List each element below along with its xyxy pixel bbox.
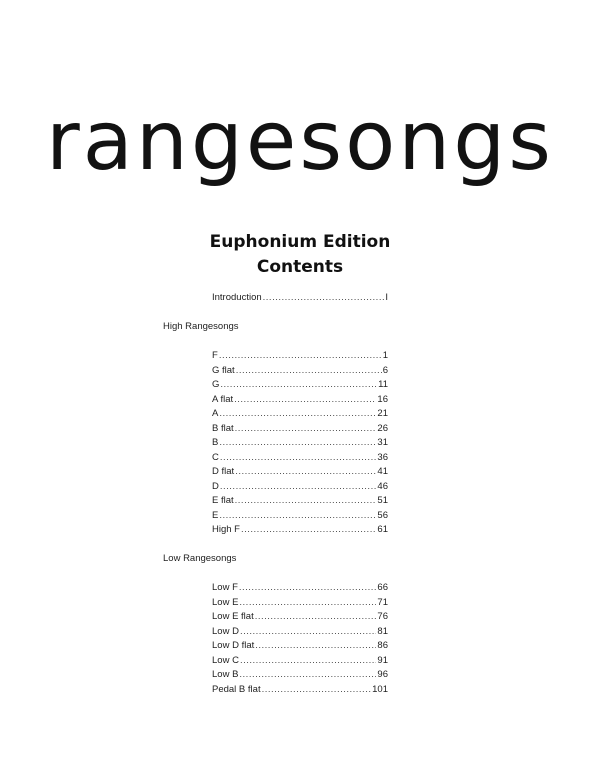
toc-entry-page: 1 — [382, 350, 388, 361]
toc-entry-label: Low C — [212, 654, 239, 666]
toc-entry-label: Low E — [212, 596, 239, 608]
toc-entry-label: C — [212, 451, 219, 463]
toc-entry-label: Low E flat — [212, 611, 254, 622]
toc-leader-dots — [219, 437, 376, 448]
toc-leader-dots — [220, 452, 377, 463]
contents-title: Contents — [256, 257, 344, 277]
toc-entry-label: D flat — [212, 466, 235, 477]
toc-entry-label: B flat — [212, 422, 234, 434]
toc-entry-high[interactable] — [212, 365, 388, 376]
toc-leader-dots — [239, 669, 376, 680]
toc-entry-label: A flat — [212, 393, 234, 405]
toc-leader-dots — [219, 408, 376, 419]
toc-entry-page: I — [385, 292, 388, 303]
toc-entry-label: Low B — [212, 669, 239, 680]
toc-entry-high[interactable] — [212, 452, 388, 463]
toc-leader-dots — [239, 582, 377, 593]
toc-entry-page: 76 — [377, 611, 388, 622]
toc-entry-page: 86 — [377, 640, 388, 651]
toc-leader-dots — [235, 466, 376, 477]
toc-entry-page: 56 — [377, 509, 388, 521]
toc-entry-high[interactable] — [212, 408, 388, 419]
rangesongs-logo: rangesongs — [45, 94, 555, 189]
toc-entry-page: 51 — [377, 495, 388, 506]
toc-entry-high[interactable] — [212, 379, 388, 390]
toc-entry-page: 41 — [377, 466, 388, 477]
toc-entry-low[interactable] — [212, 655, 388, 666]
toc-entry-high[interactable] — [212, 466, 388, 477]
toc-entry-page: 81 — [377, 625, 388, 637]
toc-leader-dots — [255, 611, 377, 622]
toc-entry-low[interactable] — [212, 597, 388, 608]
toc-entry-label: E — [212, 509, 219, 521]
toc-entry-low[interactable] — [212, 626, 388, 637]
toc-entry-label: Low F — [212, 582, 238, 593]
toc-entry-label: E flat — [212, 495, 234, 506]
toc-leader-dots — [239, 597, 376, 608]
toc-entry-page: 61 — [377, 524, 388, 535]
toc-entry-low[interactable] — [212, 582, 388, 593]
toc-leader-dots — [219, 350, 382, 361]
toc-entry-high[interactable] — [212, 495, 388, 506]
toc-entry-label: Low D flat — [212, 640, 255, 651]
toc-entry-low[interactable] — [212, 669, 388, 680]
toc-entry-low[interactable] — [212, 611, 388, 622]
toc-entry-label: Pedal B flat — [212, 683, 261, 695]
toc-entry-high[interactable] — [212, 394, 388, 405]
toc-entry-label: High F — [212, 524, 240, 535]
toc-leader-dots — [235, 423, 377, 434]
toc-entry-page: 66 — [377, 582, 388, 593]
toc-entry-label: G flat — [212, 364, 235, 376]
section-heading-high: High Rangesongs — [163, 321, 239, 332]
toc-entry-page: 6 — [382, 364, 388, 376]
toc-entry-page: 36 — [377, 451, 388, 463]
toc-entry-label: A — [212, 408, 219, 419]
toc-entry-label: B — [212, 437, 219, 448]
toc-entry-page: 16 — [377, 393, 388, 405]
toc-entry-label: D — [212, 480, 219, 492]
toc-entry-page: 91 — [377, 654, 388, 666]
toc-leader-dots — [262, 684, 372, 695]
toc-entry-label: G — [212, 379, 220, 390]
toc-entry-page: 71 — [377, 596, 388, 608]
toc-leader-dots — [255, 640, 376, 651]
toc-entry-page: 11 — [378, 379, 388, 390]
toc-entry-page: 46 — [377, 480, 388, 492]
toc-leader-dots — [263, 292, 385, 303]
toc-entry-high[interactable] — [212, 524, 388, 535]
toc-leader-dots — [234, 394, 376, 405]
toc-leader-dots — [236, 365, 382, 376]
toc-leader-dots — [220, 481, 377, 492]
toc-entry-high[interactable] — [212, 510, 388, 521]
toc-entry-page: 101 — [372, 683, 388, 695]
toc-entry-label: Introduction — [212, 292, 262, 303]
toc-entry-label: F — [212, 350, 218, 361]
toc-entry-label: Low D — [212, 625, 239, 637]
toc-leader-dots — [240, 626, 376, 637]
toc-leader-dots — [220, 379, 377, 390]
toc-entry-high[interactable] — [212, 481, 388, 492]
toc-entry-page: 31 — [377, 437, 388, 448]
section-heading-low: Low Rangesongs — [163, 553, 237, 564]
toc-leader-dots — [241, 524, 376, 535]
toc-leader-dots — [240, 655, 376, 666]
toc-entry-page: 26 — [377, 422, 388, 434]
toc-entry-page: 96 — [377, 669, 388, 680]
edition-title: Euphonium Edition — [209, 232, 391, 252]
toc-entry-introduction[interactable] — [212, 292, 388, 303]
toc-leader-dots — [219, 510, 376, 521]
toc-entry-page: 21 — [377, 408, 388, 419]
toc-leader-dots — [235, 495, 377, 506]
toc-entry-high[interactable] — [212, 437, 388, 448]
toc-entry-high[interactable] — [212, 350, 388, 361]
toc-entry-low[interactable] — [212, 684, 388, 695]
toc-entry-low[interactable] — [212, 640, 388, 651]
toc-entry-high[interactable] — [212, 423, 388, 434]
